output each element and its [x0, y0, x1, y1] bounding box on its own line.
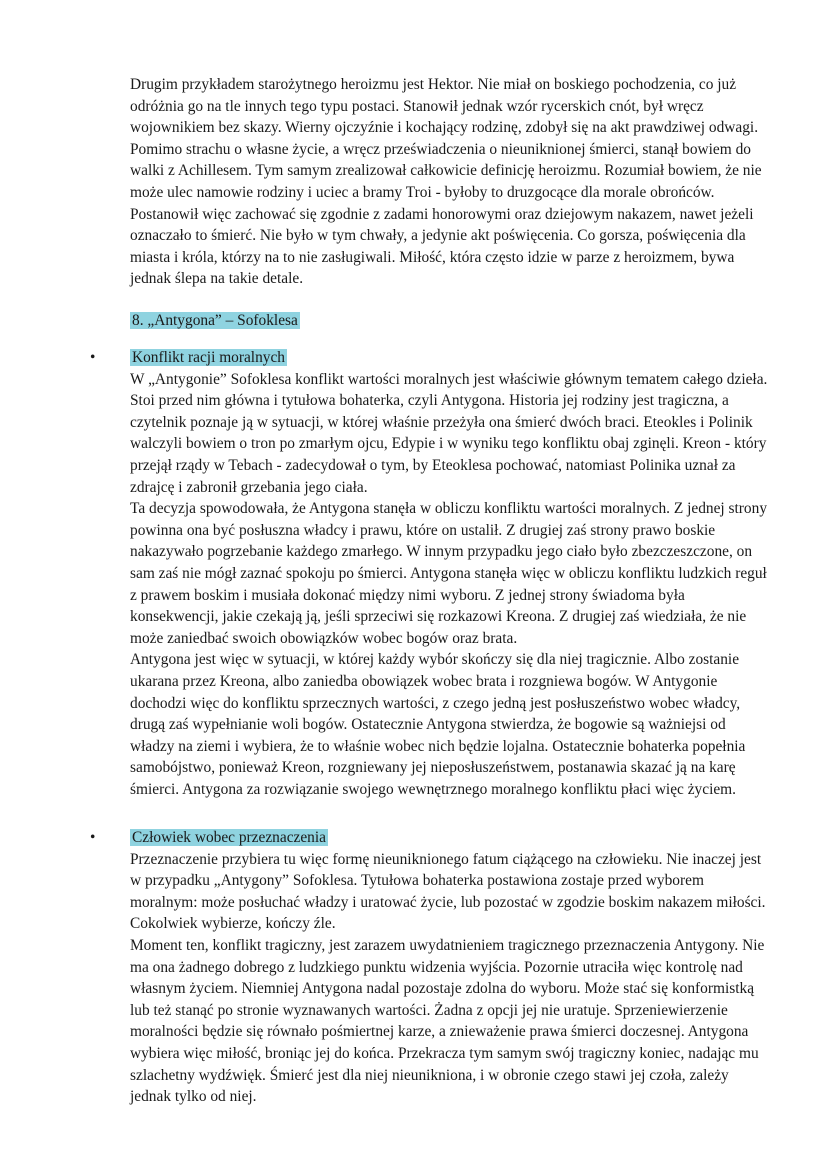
subsection-title — [130, 347, 770, 369]
bullet-icon: • — [90, 349, 96, 366]
section-heading-text: 8. „Antygona” – Sofoklesa — [132, 312, 298, 329]
paragraph-text: Drugim przykładem starożytnego heroizmu jest Hektor. Nie miał on boskiego pochodzenia, co już odróżnia go na tle innych tego typu postaci. Stanowił jednak wzór rycerskich cnót, był wręcz wojownikiem bez skazy. Wierny ojczyźnie i kochający rodzinę, zdobył się na akt prawdziwej odwagi. Pomimo strachu o własne życie, a wręcz przeświadczenia o nieuniknionej śmierci, stanął bowiem do walki z Achillesem. Tym samym zrealizował całkowicie definicję heroizmu. Rozumiał bowiem, że nie może ulec namowie rodziny i uciec a bramy Troi - byłoby to druzgocące dla morale obrońców. Postanowił więc zachować się zgodnie z zadami honorowymi oraz dziejowym nakazem, nawet jeżeli oznaczało to śmierć. Nie było w tym chwały, a jedynie akt poświęcenia. Co gorsza, poświęcenia dla miasta i króla, którzy na to nie zasługiwali. Miłość, która często idzie w parze z heroizmem, bywa jednak ślepa na takie detale. — [130, 76, 762, 288]
paragraph-text: Ta decyzja spowodowała, że Antygona stanęła w obliczu konfliktu wartości moralnych. Z jednej strony powinna ona być posłuszna władcy i prawu, które on ustalił. Z drugiej zaś strony prawo boskie nakazywało pogrzebanie każdego zmarłego. W innym przypadku jego ciało było zbezczeszczone, on sam zaś nie mógł zaznać spokoju po śmierci. Antygona stanęła więc w obliczu konfliktu ludzkich reguł z prawem boskim i musiała dokonać między nimi wyboru. Z jednej strony świadoma była konsekwencji, jakie czekają ją, jeśli sprzeciwi się rozkazowi Kreona. Z drugiej zaś wiedziała, że nie może zaniedbać swoich obowiązków wobec bogów oraz brata. — [130, 500, 768, 647]
paragraph-text: W „Antygonie” Sofoklesa konflikt wartości moralnych jest właściwie głównym tematem całego dzieła. Stoi przed nim główna i tytułowa bohaterka, czyli Antygona. Historia jej rodziny jest tragiczna, a czytelnik poznaje ją w sytuacji, w której właśnie przeżyła ona śmierć dwóch braci. Eteokles i Polinik walczyli bowiem o tron po zmarłym ojcu, Edypie i w wyniku tego konfliktu obaj zginęli. Kreon - który przejął rządy w Tebach - zadecydował o tym, by Eteoklesa pochować, natomiast Polinika uznał za zdrajcę i zabronił grzebania jego ciała. — [130, 370, 768, 496]
paragraph-text: Antygona jest więc w sytuacji, w której każdy wybór skończy się dla niej tragicznie. Albo zostanie ukarana przez Kreona, albo zaniedba obowiązek wobec brata i rozgniewa bogów. W Antygonie dochodzi więc do konfliktu sprzecznych wartości, z czego jedną jest posłuszeństwo wobec władcy, drugą zaś wypełnianie woli bogów. Ostatecznie Antygona stwierdza, że bogowie są ważniejsi od władzy na ziemi i wybiera, że to właśnie wobec nich będzie lojalna. Ostatecznie bohaterka popełnia samobójstwo, ponieważ Kreon, rozgniewany jej nieposłuszeństwem, postanawia skazać ją na karę śmierci. Antygona za rozwiązanie swojego wewnętrznego moralnego konfliktu płaci więc życiem. — [130, 651, 746, 798]
subsection-title — [130, 827, 770, 849]
section-przeznaczenie — [130, 827, 770, 1108]
section-konflikt — [130, 347, 770, 800]
paragraph-text: Moment ten, konflikt tragiczny, jest zarazem uwydatnieniem tragicznego przeznaczenia Antygony. Nie ma ona żadnego dobrego z ludzkiego punktu widzenia wyjścia. Pozornie utraciła więc kontrolę nad własnym życiem. Niemniej Antygona nadal pozostaje zdolna do wyboru. Może stać się konformistką lub też stanąć po stronie wyznawanych wartości. Żadna z opcji jej nie uratuje. Sprzeniewierzenie moralności będzie się równało pośmiertnej karze, a znieważenie prawa śmierci doczesnej. Antygona wybiera więc miłość, broniąc jej do końca. Przekracza tym samym swój tragiczny koniec, nadając mu szlachetny wydźwięk. Śmierć jest dla niej nieunikniona, i w obronie czego stawi jej czoła, zależy jednak tylko od niej. — [130, 936, 765, 1106]
subsection-title-text: Człowiek wobec przeznaczenia — [132, 829, 326, 846]
bullet-icon: • — [90, 829, 96, 846]
intro-paragraph — [130, 74, 770, 290]
subsection-title-text: Konflikt racji moralnych — [132, 349, 286, 366]
paragraph-text: Przeznaczenie przybiera tu więc formę nieuniknionego fatum ciążącego na człowieku. Nie inaczej jest w przypadku „Antygony” Sofoklesa. Tytułowa bohaterka postawiona zostaje przed wyborem moralnym: może posłuchać władzy i uratować życie, lub pozostać w zgodzie boskim nakazem miłości. Cokolwiek wybierze, kończy źle. — [130, 850, 766, 933]
section-heading — [130, 310, 300, 332]
